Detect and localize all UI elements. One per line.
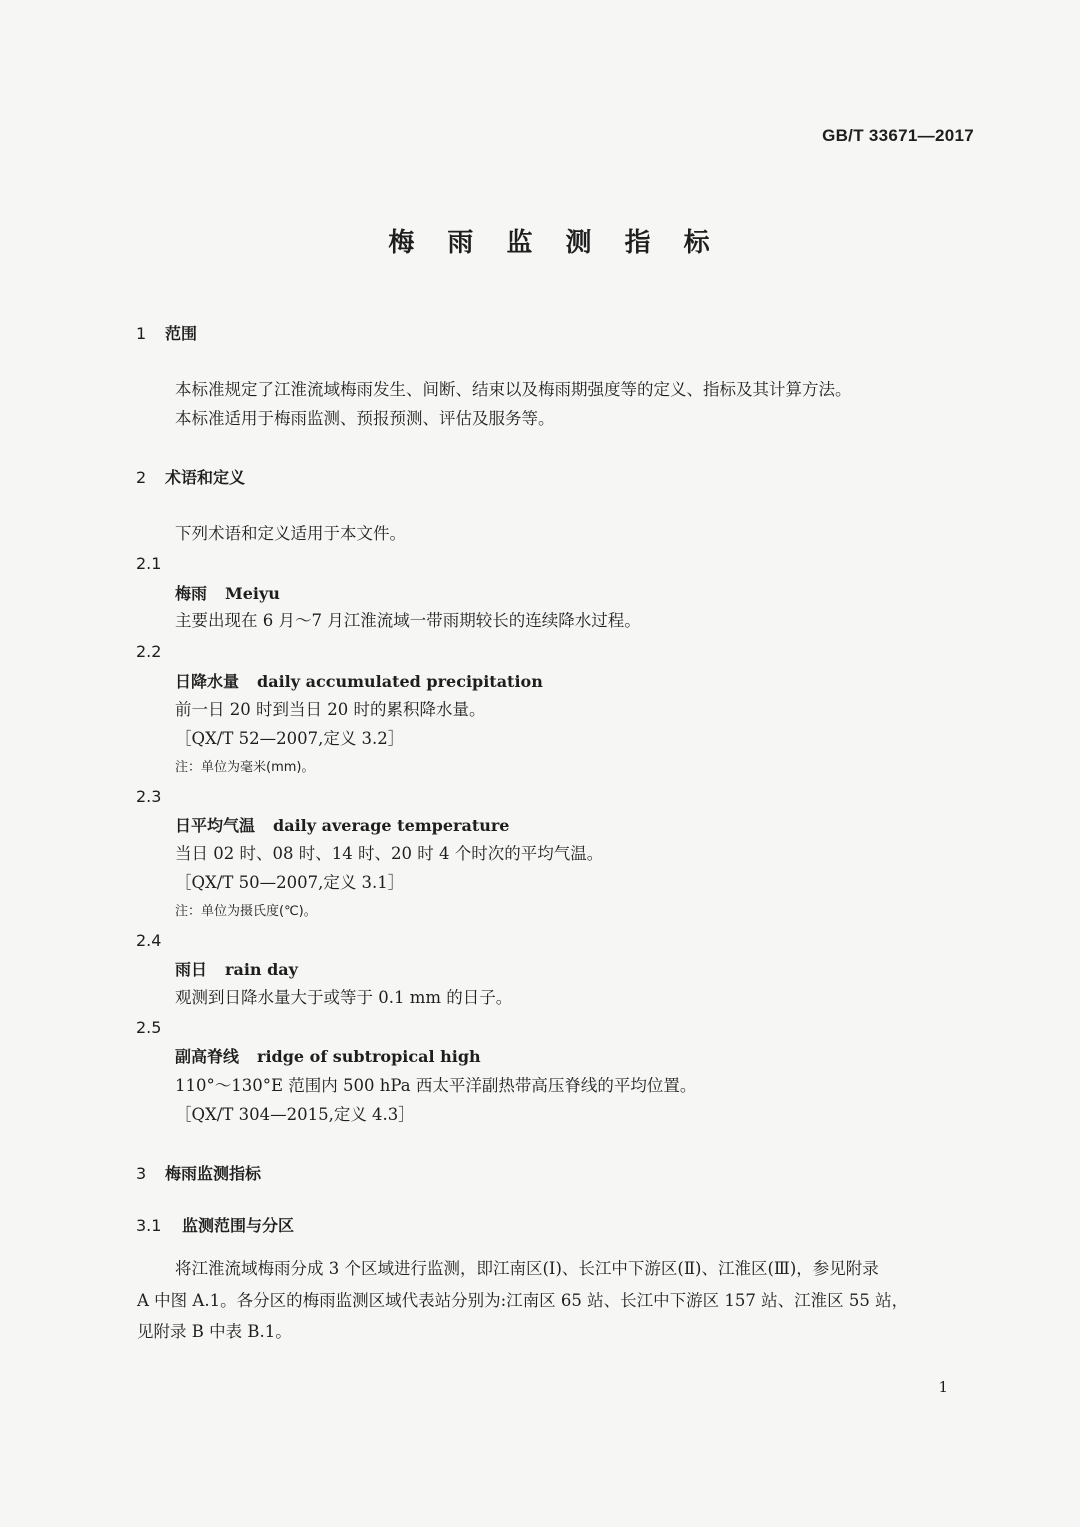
term-zh: 日降水量	[175, 672, 240, 691]
term-note: 注：单位为摄氏度(℃)。	[175, 904, 317, 919]
zoning-paragraph-line-3: 见附录 B 中表 B.1。	[137, 1322, 292, 1341]
subsection-3-1-heading	[136, 1214, 294, 1238]
term-definition: 主要出现在 6 月～7 月江淮流域一带雨期较长的连续降水过程。	[175, 611, 641, 630]
section-title: 范围	[165, 324, 198, 343]
section-number: 2	[136, 468, 147, 487]
term-zh: 雨日	[175, 960, 208, 979]
term-en: daily accumulated precipitation	[257, 672, 543, 691]
term-en: daily average temperature	[273, 816, 510, 835]
term-note: 注：单位为毫米(mm)。	[175, 760, 315, 775]
term-source: ［QX/T 52—2007,定义 3.2］	[175, 729, 405, 748]
term-zh: 副高脊线	[175, 1047, 240, 1066]
scope-paragraph-1: 本标准规定了江淮流域梅雨发生、间断、结束以及梅雨期强度等的定义、指标及其计算方法。	[175, 380, 852, 399]
term-zh: 梅雨	[175, 584, 208, 603]
standard-code: GB/T 33671—2017	[822, 126, 974, 145]
term-definition: 当日 02 时、08 时、14 时、20 时 4 个时次的平均气温。	[175, 844, 604, 863]
section-2-heading	[136, 466, 245, 490]
term-heading	[175, 814, 509, 838]
term-definition: 前一日 20 时到当日 20 时的累积降水量。	[175, 700, 486, 719]
scope-paragraph-2: 本标准适用于梅雨监测、预报预测、评估及服务等。	[175, 409, 555, 428]
terms-intro: 下列术语和定义适用于本文件。	[175, 524, 406, 543]
term-en: Meiyu	[225, 584, 280, 603]
term-en: ridge of subtropical high	[257, 1047, 481, 1066]
clause-number: 2.5	[136, 1018, 162, 1037]
term-heading	[175, 1045, 481, 1069]
section-number: 3	[136, 1164, 147, 1183]
term-heading	[175, 958, 298, 982]
clause-number: 2.4	[136, 931, 162, 950]
clause-number: 2.3	[136, 787, 162, 806]
term-source: ［QX/T 50—2007,定义 3.1］	[175, 873, 405, 892]
term-heading	[175, 582, 280, 606]
term-definition: 110°～130°E 范围内 500 hPa 西太平洋副热带高压脊线的平均位置。	[175, 1076, 697, 1095]
section-number: 1	[136, 324, 147, 343]
subsection-title: 监测范围与分区	[182, 1216, 295, 1235]
section-title: 梅雨监测指标	[165, 1164, 262, 1183]
section-title: 术语和定义	[165, 468, 246, 487]
section-1-heading	[136, 322, 197, 346]
subsection-number: 3.1	[136, 1216, 162, 1235]
clause-number: 2.2	[136, 642, 162, 661]
term-definition: 观测到日降水量大于或等于 0.1 mm 的日子。	[175, 988, 513, 1007]
term-heading	[175, 670, 543, 694]
page-number: 1	[938, 1378, 948, 1396]
section-3-heading	[136, 1162, 261, 1186]
zoning-paragraph-line-2: A 中图 A.1。各分区的梅雨监测区域代表站分别为:江南区 65 站、长江中下游区 157 站、江淮区 55 站，	[137, 1291, 909, 1310]
term-en: rain day	[225, 960, 298, 979]
term-zh: 日平均气温	[175, 816, 256, 835]
zoning-paragraph-line-1: 将江淮流域梅雨分成 3 个区域进行监测，即江南区(Ⅰ)、长江中下游区(Ⅱ)、江淮区(Ⅲ)，参见附录	[175, 1259, 879, 1278]
clause-number: 2.1	[136, 554, 162, 573]
document-title: 梅 雨 监 测 指 标	[388, 228, 722, 258]
term-source: ［QX/T 304—2015,定义 4.3］	[175, 1105, 415, 1124]
